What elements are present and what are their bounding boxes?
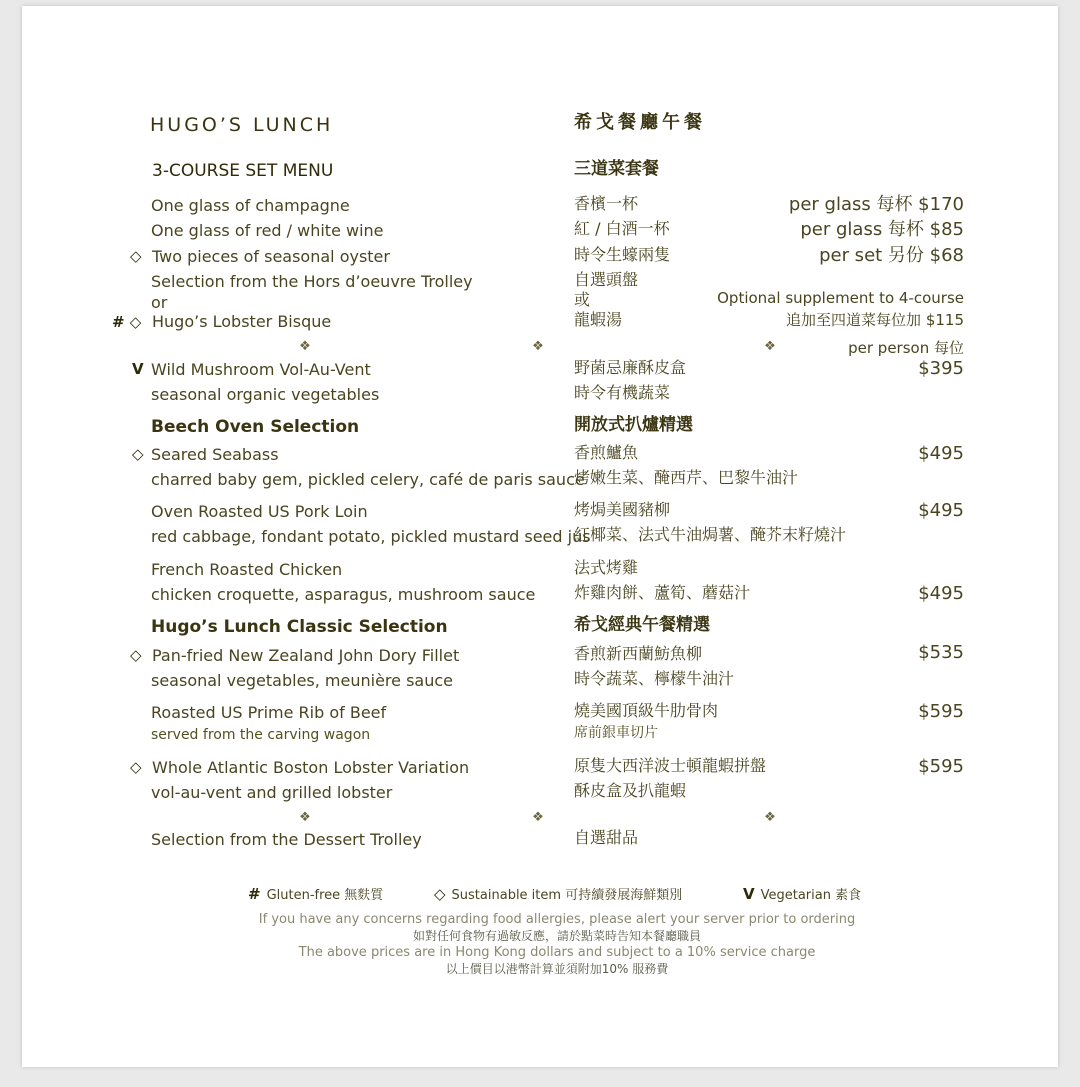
separator-icon: ❖ [299,339,311,354]
legend-gluten-free: # Gluten-free 無麩質 [248,885,384,903]
item-lobster-en: Whole Atlantic Boston Lobster Variation [152,758,470,777]
beech-heading-en: Beech Oven Selection [151,417,360,437]
item-chicken-price: $495 [918,583,964,604]
item-pork-price: $495 [918,500,964,521]
sustainable-icon: ◇ [434,885,446,903]
menu-title-en: HUGO’S LUNCH [150,114,334,136]
separator-icon: ❖ [299,810,311,825]
item-chicken-sub-cn: 炸雞肉餅、蘆筍、蘑菇汁 [574,583,751,602]
item-chicken-cn: 法式烤雞 [574,558,639,577]
item-seabass-en: Seared Seabass [151,445,279,464]
or-cn: 或 [574,290,591,309]
item-pork-cn: 烤焗美國豬柳 [574,500,671,519]
item-volauvent-en: Wild Mushroom Vol-Au-Vent [151,360,371,379]
item-volauvent-price: $395 [918,358,964,379]
item-primerib-en: Roasted US Prime Rib of Beef [151,703,387,722]
item-chicken-sub-en: chicken croquette, asparagus, mushroom sauce [151,585,536,604]
sustainable-icon: ◇ [130,247,142,265]
vegetarian-icon: V [743,885,755,903]
item-hors-en: Selection from the Hors d’oeuvre Trolley [151,272,473,291]
classic-heading-en: Hugo’s Lunch Classic Selection [151,617,448,637]
vegetarian-icon: V [132,360,144,378]
item-johndory-sub-cn: 時令蔬菜、檸檬牛油汁 [574,669,735,688]
item-primerib-sub-en: served from the carving wagon [151,727,371,743]
supplement-line3: per person 每位 [848,339,964,357]
item-oyster-cn: 時令生蠔兩隻 [574,245,671,264]
item-seabass-sub-cn: 烤嫩生菜、醃西芹、巴黎牛油汁 [574,468,799,487]
item-champagne-price: per glass 每杯 $170 [788,194,964,215]
item-pork-en: Oven Roasted US Pork Loin [151,502,368,521]
item-johndory-price: $535 [918,642,964,663]
item-johndory-en: Pan-fried New Zealand John Dory Fillet [152,646,460,665]
classic-heading-cn: 希戈經典午餐精選 [574,615,710,635]
item-primerib-price: $595 [918,701,964,722]
supplement-line1: Optional supplement to 4-course [717,289,964,307]
beech-heading-cn: 開放式扒爐精選 [574,415,693,435]
item-pork-sub-cn: 紅椰菜、法式牛油焗薯、醃芥末籽燒汁 [574,525,847,544]
item-champagne-cn: 香檳一杯 [574,194,639,213]
item-volauvent-sub-cn: 時令有機蔬菜 [574,383,671,402]
item-pork-sub-en: red cabbage, fondant potato, pickled mustard seed jus [151,527,591,546]
gluten-free-icon: # [248,885,261,903]
item-chicken-en: French Roasted Chicken [151,560,343,579]
item-seabass-price: $495 [918,443,964,464]
menu-title-cn: 希戈餐廳午餐 [574,112,706,133]
or-en: or [151,293,168,312]
sustainable-icon: ◇ [130,758,142,776]
item-dessert-cn: 自選甜品 [574,828,639,847]
item-lobster-sub-cn: 酥皮盒及扒龍蝦 [574,781,687,800]
price-note-cn: 以上價目以港幣計算並須附加10% 服務費 [445,962,669,976]
item-lobster-sub-en: vol-au-vent and grilled lobster [151,783,393,802]
supplement-line2: 追加至四道菜每位加 $115 [786,311,964,329]
item-seabass-cn: 香煎鱸魚 [574,443,639,462]
item-dessert-en: Selection from the Dessert Trolley [151,830,422,849]
item-hors-cn: 自選頭盤 [574,270,639,289]
set-menu-heading-cn: 三道菜套餐 [574,159,659,179]
item-wine-en: One glass of red / white wine [151,221,384,240]
sustainable-icon: ◇ [130,646,142,664]
item-bisque-en: Hugo’s Lobster Bisque [152,312,332,331]
separator-icon: ❖ [764,810,776,825]
item-johndory-cn: 香煎新西蘭魴魚柳 [574,644,703,663]
separator-icon: ❖ [764,339,776,354]
allergy-note-cn: 如對任何食物有過敏反應，請於點菜時告知本餐廳職員 [412,929,702,943]
item-seabass-sub-en: charred baby gem, pickled celery, café de paris sauce [151,470,585,489]
item-lobster-price: $595 [918,756,964,777]
item-volauvent-sub-en: seasonal organic vegetables [151,385,380,404]
legend-sustainable: ◇ Sustainable item 可持續發展海鮮類別 [434,885,683,903]
legend-vegetarian: V Vegetarian 素食 [743,885,862,903]
set-menu-heading-en: 3-COURSE SET MENU [152,161,334,181]
item-bisque-cn: 龍蝦湯 [574,310,623,329]
allergy-note-en: If you have any concerns regarding food allergies, please alert your server prior to ordering [258,912,856,927]
item-wine-cn: 紅 / 白酒一杯 [574,219,670,238]
item-johndory-sub-en: seasonal vegetables, meunière sauce [151,671,454,690]
item-oyster-en: Two pieces of seasonal oyster [152,247,390,266]
item-champagne-en: One glass of champagne [151,196,350,215]
gluten-sustainable-icon: # ◇ [112,313,142,331]
item-oyster-price: per set 另份 $68 [819,245,964,266]
item-volauvent-cn: 野菌忌廉酥皮盒 [574,358,687,377]
item-wine-price: per glass 每杯 $85 [800,219,964,240]
separator-icon: ❖ [532,810,544,825]
item-lobster-cn: 原隻大西洋波士頓龍蝦拼盤 [574,756,767,775]
menu-page [22,6,1058,1067]
item-primerib-sub-cn: 席前銀車切片 [574,725,658,741]
sustainable-icon: ◇ [132,445,144,463]
item-primerib-cn: 燒美國頂級牛肋骨肉 [574,701,719,720]
separator-icon: ❖ [532,339,544,354]
price-note-en: The above prices are in Hong Kong dollars and subject to a 10% service charge [298,945,816,960]
